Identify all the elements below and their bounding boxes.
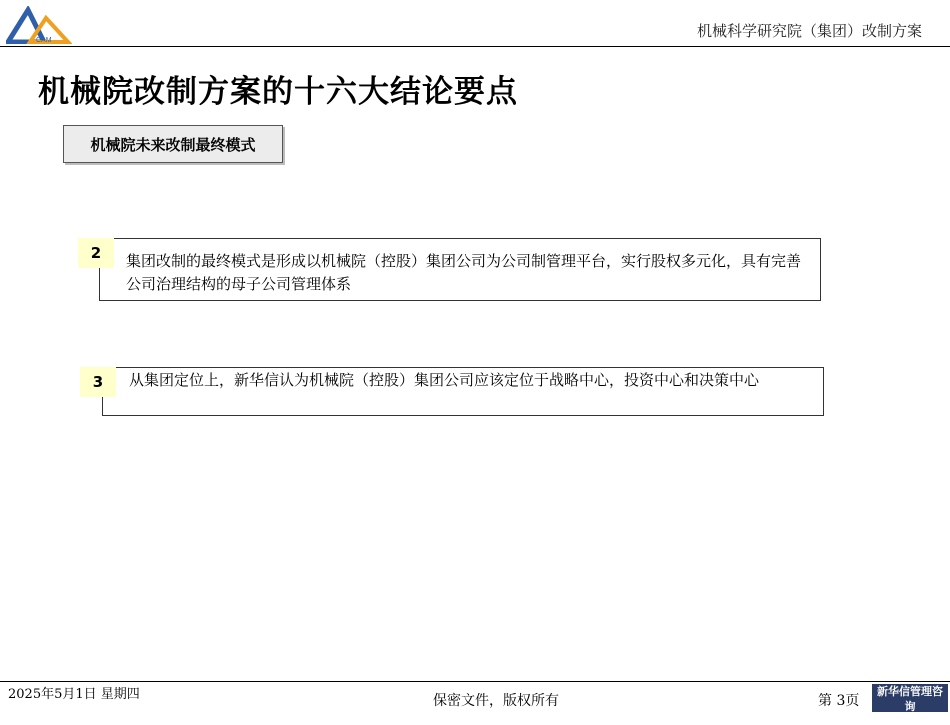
document-title: 机械科学研究院（集团）改制方案 bbox=[696, 22, 922, 40]
footer-date: 2025年5月1日 星期四 bbox=[8, 687, 140, 702]
footer-divider bbox=[0, 681, 950, 682]
brand-cn: 新华信管理咨询 bbox=[877, 685, 943, 713]
sinotrust-logo bbox=[872, 684, 948, 724]
point-2-text: 集团改制的最终模式是形成以机械院（控股）集团公司为公司制管理平台，实行股权多元化，具有完善公司治理结构的母子公司管理体系 bbox=[126, 252, 802, 293]
point-3-number: 3 bbox=[80, 367, 116, 397]
point-3-text: 从集团定位上，新华信认为机械院（控股）集团公司应该定位于战略中心，投资中心和决策中心 bbox=[129, 371, 760, 389]
point-2-number: 2 bbox=[78, 238, 114, 268]
page-number: 第 3页 bbox=[818, 693, 860, 709]
header-divider bbox=[0, 46, 950, 47]
confidential-notice: 保密文件，版权所有 bbox=[433, 693, 559, 709]
company-logo bbox=[6, 6, 72, 44]
conclusion-point-3 bbox=[102, 367, 824, 416]
brand-en: SINOTRUST bbox=[879, 715, 941, 724]
section-tag: 机械院未来改制最终模式 bbox=[63, 125, 283, 163]
logo-text: CAM bbox=[36, 37, 52, 44]
page-title: 机械院改制方案的十六大结论要点 bbox=[38, 74, 518, 110]
conclusion-point-2 bbox=[99, 238, 821, 301]
